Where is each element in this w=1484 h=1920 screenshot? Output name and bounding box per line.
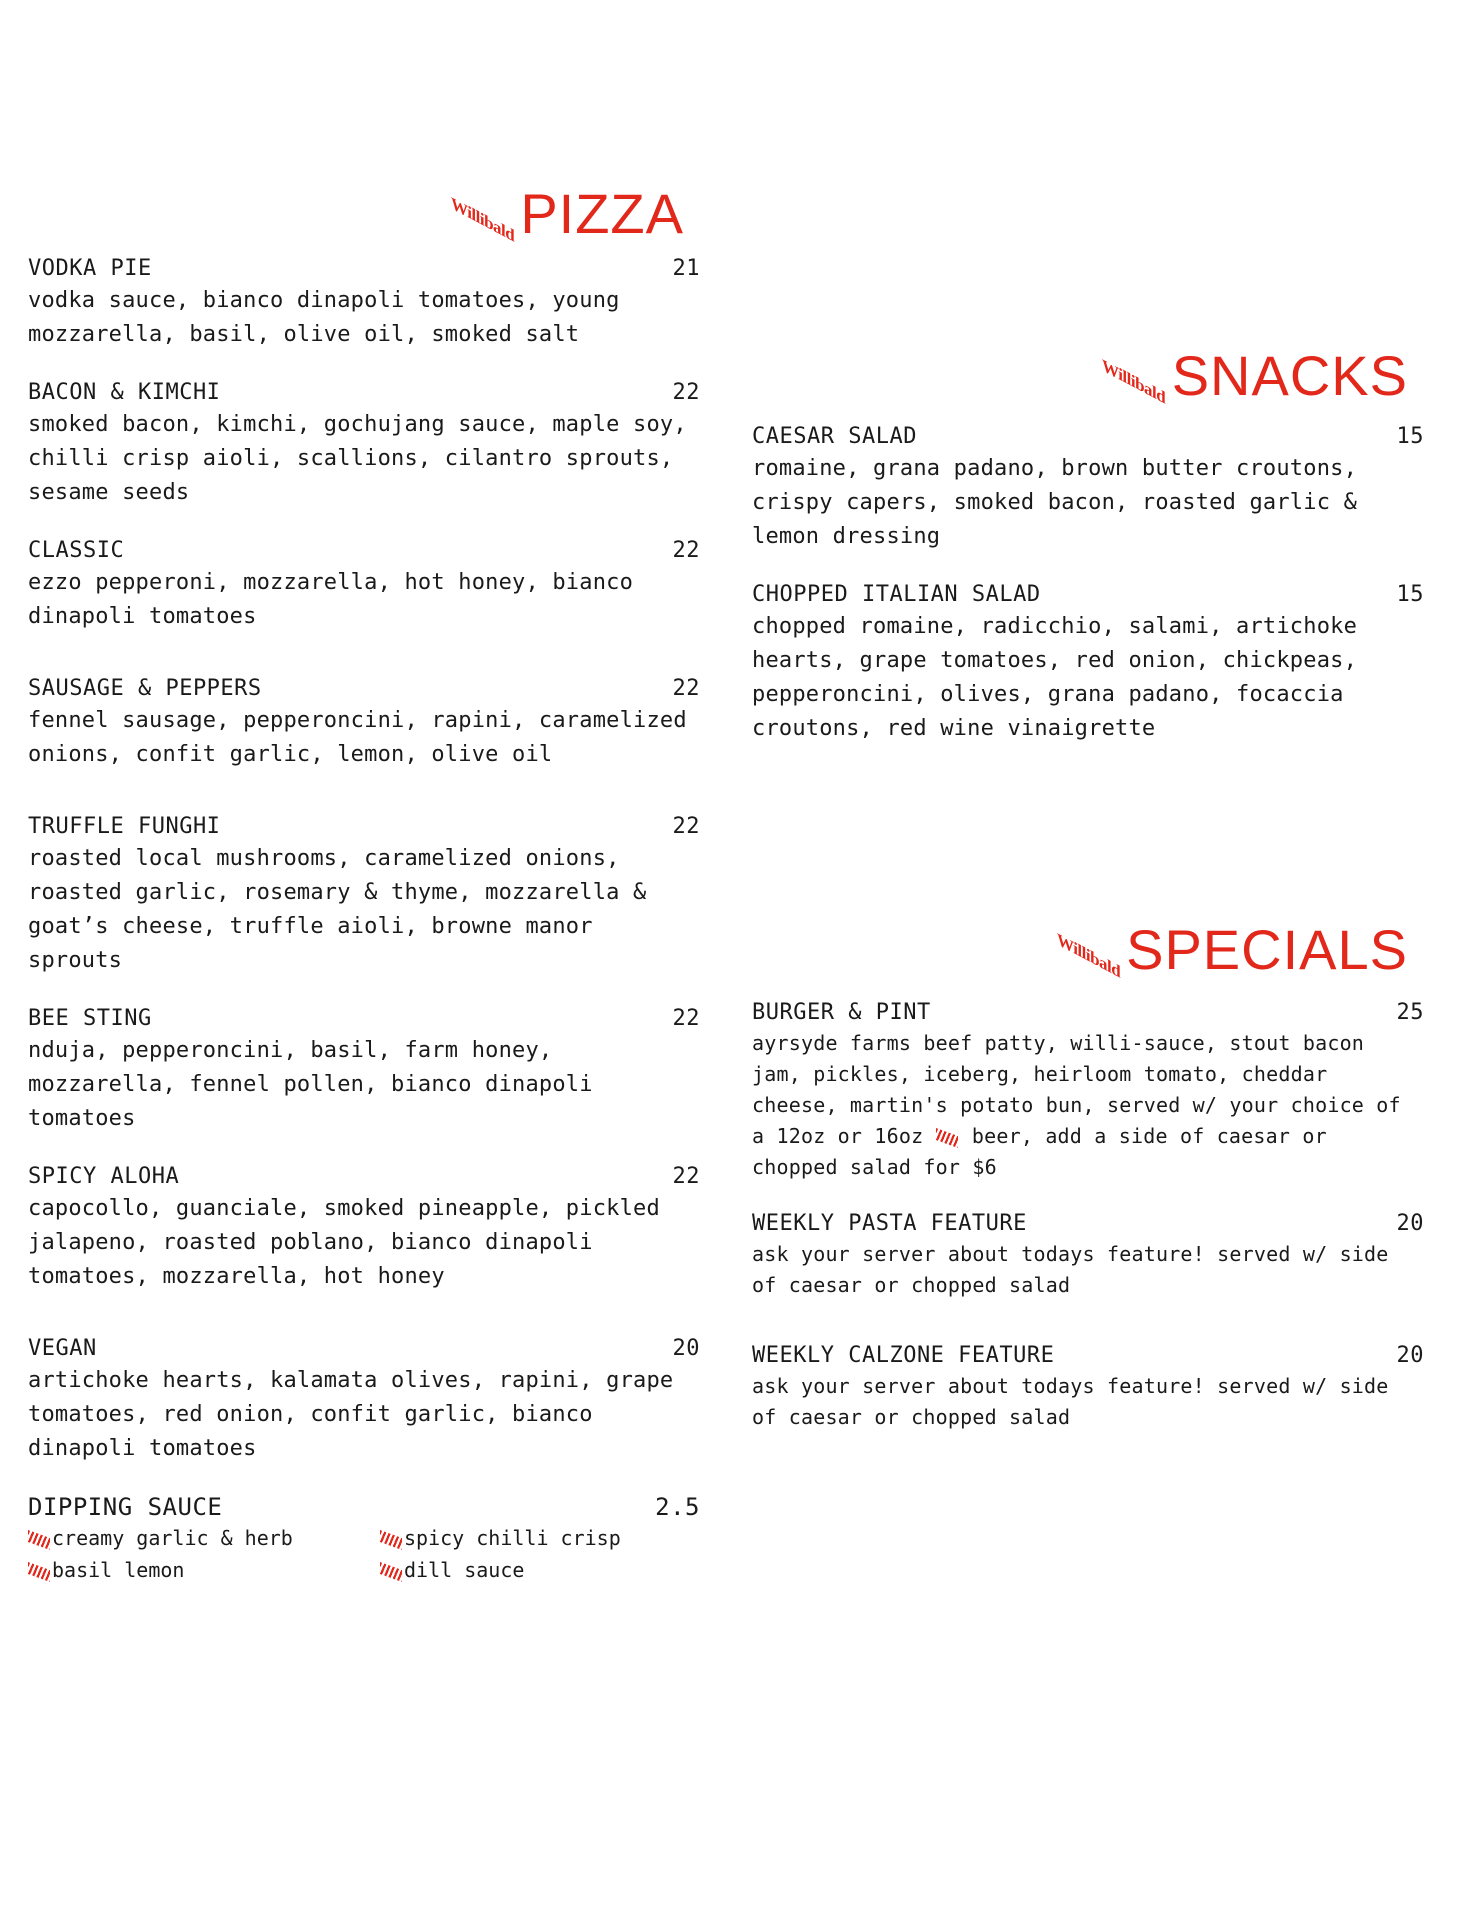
item-description: chopped romaine, radicchio, salami, artichoke hearts, grape tomatoes, red onion, chickpeas, pepperoncini, olives, grana padano, focaccia croutons, red wine vinaigrette [752, 614, 1358, 741]
menu-item [28, 812, 700, 978]
item-price: 22 [672, 380, 700, 405]
item-price: 20 [1396, 1211, 1424, 1236]
item-name: VEGAN [28, 1336, 97, 1361]
item-name: BACON & KIMCHI [28, 380, 221, 405]
willibald-mark-icon [380, 1529, 402, 1549]
willibald-mark-icon [28, 1561, 50, 1581]
menu-item [752, 580, 1424, 746]
item-price: 20 [672, 1336, 700, 1361]
menu-item [28, 378, 700, 510]
menu-item [28, 1334, 700, 1466]
snacks-title: SNACKS [1171, 344, 1408, 407]
willibald-logo: Willibald [1056, 929, 1121, 982]
menu-item [28, 674, 700, 772]
item-name: BURGER & PINT [752, 1000, 931, 1025]
item-price: 2.5 [655, 1493, 700, 1521]
dip-option: spicy chilli crisp [380, 1522, 680, 1554]
item-name: CAESAR SALAD [752, 424, 917, 449]
item-price: 22 [672, 1164, 700, 1189]
item-description: ask your server about todays feature! served w/ side of caesar or chopped salad [752, 1374, 1389, 1429]
dipping-sauce [28, 1492, 700, 1586]
item-description: fennel sausage, pepperoncini, rapini, caramelized onions, confit garlic, lemon, olive oil [28, 708, 687, 767]
menu-item [28, 1004, 700, 1136]
item-description: nduja, pepperoncini, basil, farm honey, mozzarella, fennel pollen, bianco dinapoli tomatoes [28, 1038, 593, 1131]
pizza-section [28, 182, 700, 1612]
item-price: 15 [1396, 424, 1424, 449]
item-price: 25 [1396, 1000, 1424, 1025]
menu-item [752, 1341, 1424, 1433]
item-description: roasted local mushrooms, caramelized onions, roasted garlic, rosemary & thyme, mozzarella & goat’s cheese, truffle aioli, browne manor sprouts [28, 846, 647, 973]
item-name: CHOPPED ITALIAN SALAD [752, 582, 1041, 607]
snacks-section [752, 344, 1424, 746]
item-name: VODKA PIE [28, 256, 152, 281]
dip-option: creamy garlic & herb [28, 1522, 380, 1554]
item-description: ask your server about todays feature! served w/ side of caesar or chopped salad [752, 1242, 1389, 1297]
specials-heading [752, 918, 1408, 982]
item-description: ezzo pepperoni, mozzarella, hot honey, bianco dinapoli tomatoes [28, 570, 634, 629]
item-description: vodka sauce, bianco dinapoli tomatoes, young mozzarella, basil, olive oil, smoked salt [28, 288, 620, 347]
item-name: DIPPING SAUCE [28, 1493, 223, 1521]
item-price: 22 [672, 814, 700, 839]
item-name: SAUSAGE & PEPPERS [28, 676, 262, 701]
dip-option: dill sauce [380, 1554, 680, 1586]
menu-item [28, 254, 700, 352]
item-name: CLASSIC [28, 538, 125, 563]
item-name: TRUFFLE FUNGHI [28, 814, 221, 839]
item-description: capocollo, guanciale, smoked pineapple, pickled jalapeno, roasted poblano, bianco dinapoli tomatoes, mozzarella, hot honey [28, 1196, 660, 1289]
item-price: 21 [672, 256, 700, 281]
item-description: ayrsyde farms beef patty, willi-sauce, stout bacon jam, pickles, iceberg, heirloom tomato, cheddar cheese, martin's potato bun, served w/ your choice of a 12oz or 16oz beer, add a side of caesar or chopped salad for $6 [752, 1031, 1401, 1179]
item-price: 15 [1396, 582, 1424, 607]
pizza-heading [28, 182, 684, 246]
item-name: BEE STING [28, 1006, 152, 1031]
menu-item [752, 1209, 1424, 1301]
willibald-mark-icon [380, 1561, 402, 1581]
item-price: 22 [672, 1006, 700, 1031]
item-name: SPICY ALOHA [28, 1164, 180, 1189]
snacks-heading [752, 344, 1408, 408]
item-name: WEEKLY CALZONE FEATURE [752, 1343, 1055, 1368]
menu-item [752, 998, 1424, 1183]
willibald-logo: Willibald [451, 193, 515, 246]
willibald-mark-icon [936, 1127, 958, 1147]
willibald-mark-icon [28, 1529, 50, 1549]
item-price: 22 [672, 538, 700, 563]
menu-item [752, 422, 1424, 554]
specials-title: SPECIALS [1126, 918, 1408, 981]
menu-item [28, 1162, 700, 1294]
specials-section [752, 918, 1424, 1433]
item-description: smoked bacon, kimchi, gochujang sauce, maple soy, chilli crisp aioli, scallions, cilantro sprouts, sesame seeds [28, 412, 687, 505]
menu-item [28, 536, 700, 634]
willibald-logo: Willibald [1102, 355, 1166, 408]
item-description: artichoke hearts, kalamata olives, rapini, grape tomatoes, red onion, confit garlic, bianco dinapoli tomatoes [28, 1368, 674, 1461]
item-price: 20 [1396, 1343, 1424, 1368]
dip-option: basil lemon [28, 1554, 380, 1586]
item-price: 22 [672, 676, 700, 701]
item-name: WEEKLY PASTA FEATURE [752, 1211, 1027, 1236]
right-column [752, 344, 1424, 1459]
pizza-title: PIZZA [520, 182, 684, 245]
item-description: romaine, grana padano, brown butter croutons, crispy capers, smoked bacon, roasted garlic & lemon dressing [752, 456, 1358, 549]
